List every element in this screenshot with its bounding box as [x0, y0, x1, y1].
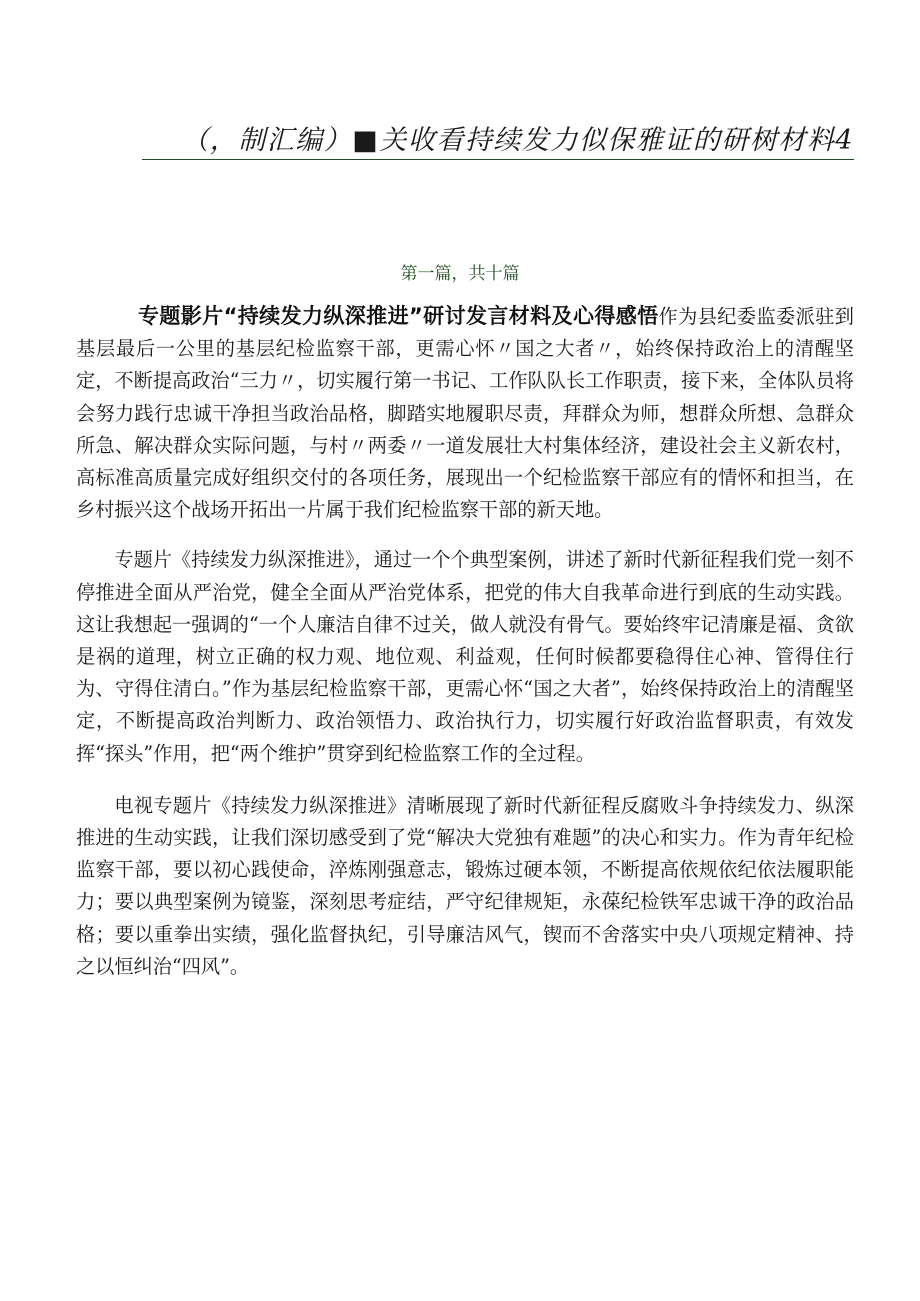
paragraph-1: 作为县纪委监委派驻到基层最后一公里的基层纪检监察干部，更需心怀〃国之大者〃，始终保持政治上的清醒坚定，不断提高政治“三力〃，切实履行第一书记、工作队队长工作职责，接下来，全体队员将会努力践行忠诚干净担当政治品格，脚踏实地履职尽责，拜群众为师，想群众所想、急群众所急、解决群众实际问题，与村〃两委〃一道发展壮大村集体经济，建设社会主义新农村，高标准高质量完成好组织交付的各项任务，展现出一个纪检监察干部应有的情怀和担当，在乡村振兴这个战场开拓出一片属于我们纪检监察干部的新天地。	[76, 305, 854, 522]
document-subtitle: 第一篇，共十篇	[400, 264, 520, 284]
document-body	[76, 300, 854, 983]
section-heading: 专题影片“持续发力纵深推进”研讨发言材料及心得感悟	[138, 304, 659, 328]
paragraph-2: 专题片《持续发力纵深推进》，通过一个个典型案例，讲述了新时代新征程我们党一刻不停推进全面从严治党，健全全面从严治党体系，把党的伟大自我革命进行到底的生动实践。这让我想起一强调的“一个人廉洁自律不过关，做人就没有骨气。要始终牢记清廉是福、贪欲是祸的道理，树立正确的权力观、地位观、利益观，任何时候都要稳得住心神、管得住行为、守得住清白。”作为基层纪检监察干部，更需心怀“国之大者”，始终保持政治上的清醒坚定，不断提高政治判断力、政治领悟力、政治执行力，切实履行好政治监督职责，有效发挥“探头”作用，把“两个维护”贯穿到纪检监察工作的全过程。	[76, 548, 854, 765]
intro-paragraph	[76, 300, 854, 526]
paragraph-3: 电视专题片《持续发力纵深推进》清晰展现了新时代新征程反腐败斗争持续发力、纵深推进的生动实践，让我们深切感受到了党“解决大党独有难题”的决心和实力。作为青年纪检监察干部，要以初心践使命，淬炼刚强意志，锻炼过硬本领，不断提高依规依纪依法履职能力；要以典型案例为镜鉴，深刻思考症结，严守纪律规矩，永葆纪检铁军忠诚干净的政治品格；要以重拳出实绩，强化监督执纪，引导廉洁风气，锲而不舍落实中央八项规定精神、持之以恒纠治“四风”。	[76, 793, 854, 978]
document-title: （，制汇编）■关收看持续发力似保雅证的研树材料4	[181, 125, 854, 156]
title-bar	[142, 118, 854, 160]
